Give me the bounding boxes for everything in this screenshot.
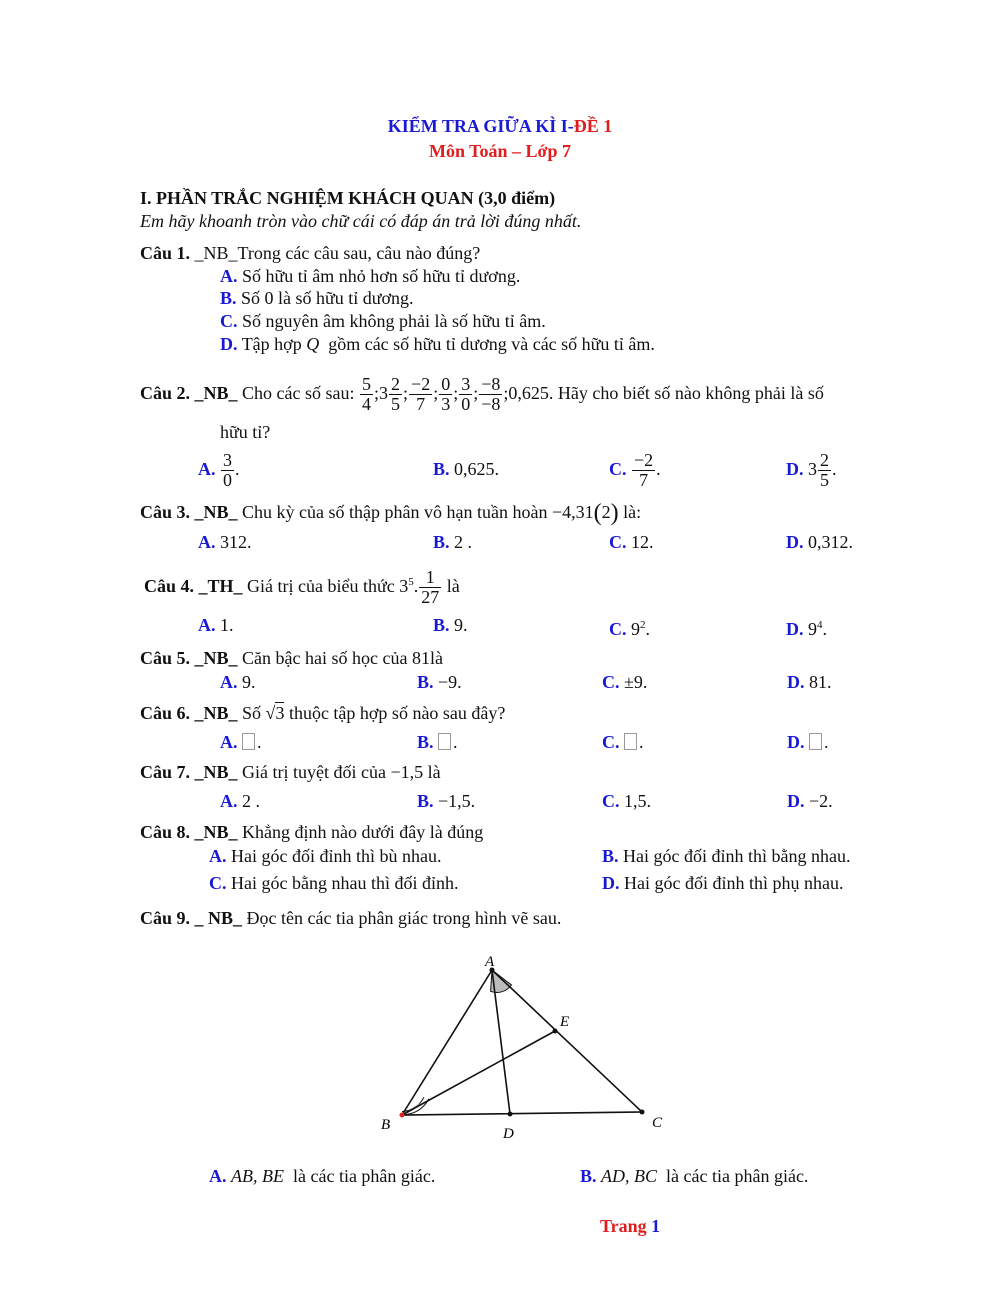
q8-option-d[interactable]: D. Hai góc đối đỉnh thì phụ nhau. xyxy=(602,873,844,893)
q4-option-a[interactable]: A. 1. xyxy=(198,615,234,635)
q6-option-d[interactable]: D. . xyxy=(787,732,829,752)
question-1: Câu 1. _NB_Trong các câu sau, câu nào đúng? xyxy=(140,243,481,263)
triangle-figure xyxy=(370,945,690,1150)
point-D xyxy=(508,1112,513,1117)
label-E: E xyxy=(560,1014,570,1030)
q1-option-d[interactable]: D. Tập hợp Q gồm các số hữu tỉ dương và các số hữu tỉ âm. xyxy=(220,334,655,354)
q1-option-a[interactable]: A. Số hữu tỉ âm nhỏ hơn số hữu tỉ dương. xyxy=(220,266,521,286)
q4-option-b[interactable]: B. 9. xyxy=(433,615,468,635)
q2-option-c[interactable]: C. $\frac{-2}{7}$ . xyxy=(609,450,661,491)
q6-option-a[interactable]: A. . xyxy=(220,732,262,752)
q3-option-d[interactable]: D. 0,312. xyxy=(786,532,853,552)
q8-option-c[interactable]: C. Hai góc bằng nhau thì đối đỉnh. xyxy=(209,873,459,893)
q3-option-b[interactable]: B. 2 . xyxy=(433,532,473,552)
exam-variant: ĐỀ 1 xyxy=(573,116,613,136)
point-B xyxy=(400,1113,405,1118)
point-E xyxy=(553,1029,558,1034)
q7-option-b[interactable]: B. −1,5. xyxy=(417,791,476,811)
q7-option-d[interactable]: D. −2. xyxy=(787,791,833,811)
question-2: Câu 2. _NB_ Cho các số sau: $\frac{5}{4}$ ;3 $\frac{2}{5}$ ; $\frac{-2}{7}$ ; $\frac{0}{3}$ ; $\frac{3}{0}$ ; $\frac{-8}{-8}$ ;0,625. Hãy cho biết số nào không phải là số xyxy=(140,374,824,415)
q2-option-a[interactable]: A. $\frac{3}{0}$ . xyxy=(198,450,240,491)
question-9: Câu 9. _ NB_ Đọc tên các tia phân giác trong hình vẽ sau. xyxy=(140,908,562,928)
question-7: Câu 7. _NB_ Giá trị tuyệt đối của −1,5 là xyxy=(140,762,441,782)
q4-option-d[interactable]: D. $9^4$. xyxy=(786,619,827,639)
q5-option-d[interactable]: D. 81. xyxy=(787,672,832,692)
q7-option-c[interactable]: C. 1,5. xyxy=(602,791,651,811)
q1-option-c[interactable]: C. Số nguyên âm không phải là số hữu tỉ âm. xyxy=(220,311,546,331)
exam-title: KIỂM TRA GIỮA KÌ I-ĐỀ 1 xyxy=(387,116,613,136)
section-heading: I. PHẦN TRẮC NGHIỆM KHÁCH QUAN (3,0 điểm) xyxy=(140,188,556,208)
triangle-ABC xyxy=(402,970,642,1115)
q3-option-c[interactable]: C. 12. xyxy=(609,532,654,552)
label-A: A xyxy=(485,954,495,970)
q5-option-b[interactable]: B. −9. xyxy=(417,672,462,692)
q3-option-a[interactable]: A. 312. xyxy=(198,532,252,552)
point-C xyxy=(640,1110,645,1115)
label-B: B xyxy=(381,1117,391,1133)
q8-option-b[interactable]: B. Hai góc đối đỉnh thì bằng nhau. xyxy=(602,846,851,866)
q2-option-d[interactable]: D. 3 $\frac{2}{5}$ . xyxy=(786,450,837,491)
q9-option-a[interactable]: A. AB, BE là các tia phân giác. xyxy=(209,1166,436,1186)
question-3: Câu 3. _NB_ Chu kỳ của số thập phân vô hạn tuần hoàn −4,31(2) là: xyxy=(140,500,642,526)
question-2-cont: hữu tỉ? xyxy=(220,422,271,442)
q7-option-a[interactable]: A. 2 . xyxy=(220,791,260,811)
number-set-symbol-icon xyxy=(438,733,451,750)
exam-subtitle: Môn Toán – Lớp 7 xyxy=(428,141,572,161)
number-set-symbol-icon xyxy=(809,733,822,750)
q9-option-b[interactable]: B. AD, BC là các tia phân giác. xyxy=(580,1166,809,1186)
q4-option-c[interactable]: C. $9^2$. xyxy=(609,619,650,639)
q6-option-b[interactable]: B. . xyxy=(417,732,458,752)
q6-option-c[interactable]: C. . xyxy=(602,732,644,752)
question-5: Câu 5. _NB_ Căn bậc hai số học của 81là xyxy=(140,648,443,668)
number-set-symbol-icon xyxy=(624,733,637,750)
question-6: Câu 6. _NB_ Số √3 thuộc tập hợp số nào sau đây? xyxy=(140,703,506,723)
page-footer: Trang 1 xyxy=(600,1216,661,1236)
number-set-symbol-icon xyxy=(242,733,255,750)
q2-option-b[interactable]: B. 0,625. xyxy=(433,459,500,479)
label-D: D xyxy=(503,1126,514,1142)
question-4: Câu 4. _TH_ Giá trị của biểu thức $3^5$. $\frac{1}{27}$ là xyxy=(144,567,460,608)
segment-BE xyxy=(402,1031,555,1115)
section-instruction: Em hãy khoanh tròn vào chữ cái có đáp án trả lời đúng nhất. xyxy=(140,211,582,231)
label-C: C xyxy=(652,1115,663,1131)
q5-option-a[interactable]: A. 9. xyxy=(220,672,256,692)
q8-option-a[interactable]: A. Hai góc đối đỉnh thì bù nhau. xyxy=(209,846,442,866)
question-8: Câu 8. _NB_ Khẳng định nào dưới đây là đúng xyxy=(140,822,484,842)
q5-option-c[interactable]: C. ±9. xyxy=(602,672,648,692)
q1-option-b[interactable]: B. Số 0 là số hữu tỉ dương. xyxy=(220,288,414,308)
page-number: 1 xyxy=(651,1216,661,1236)
